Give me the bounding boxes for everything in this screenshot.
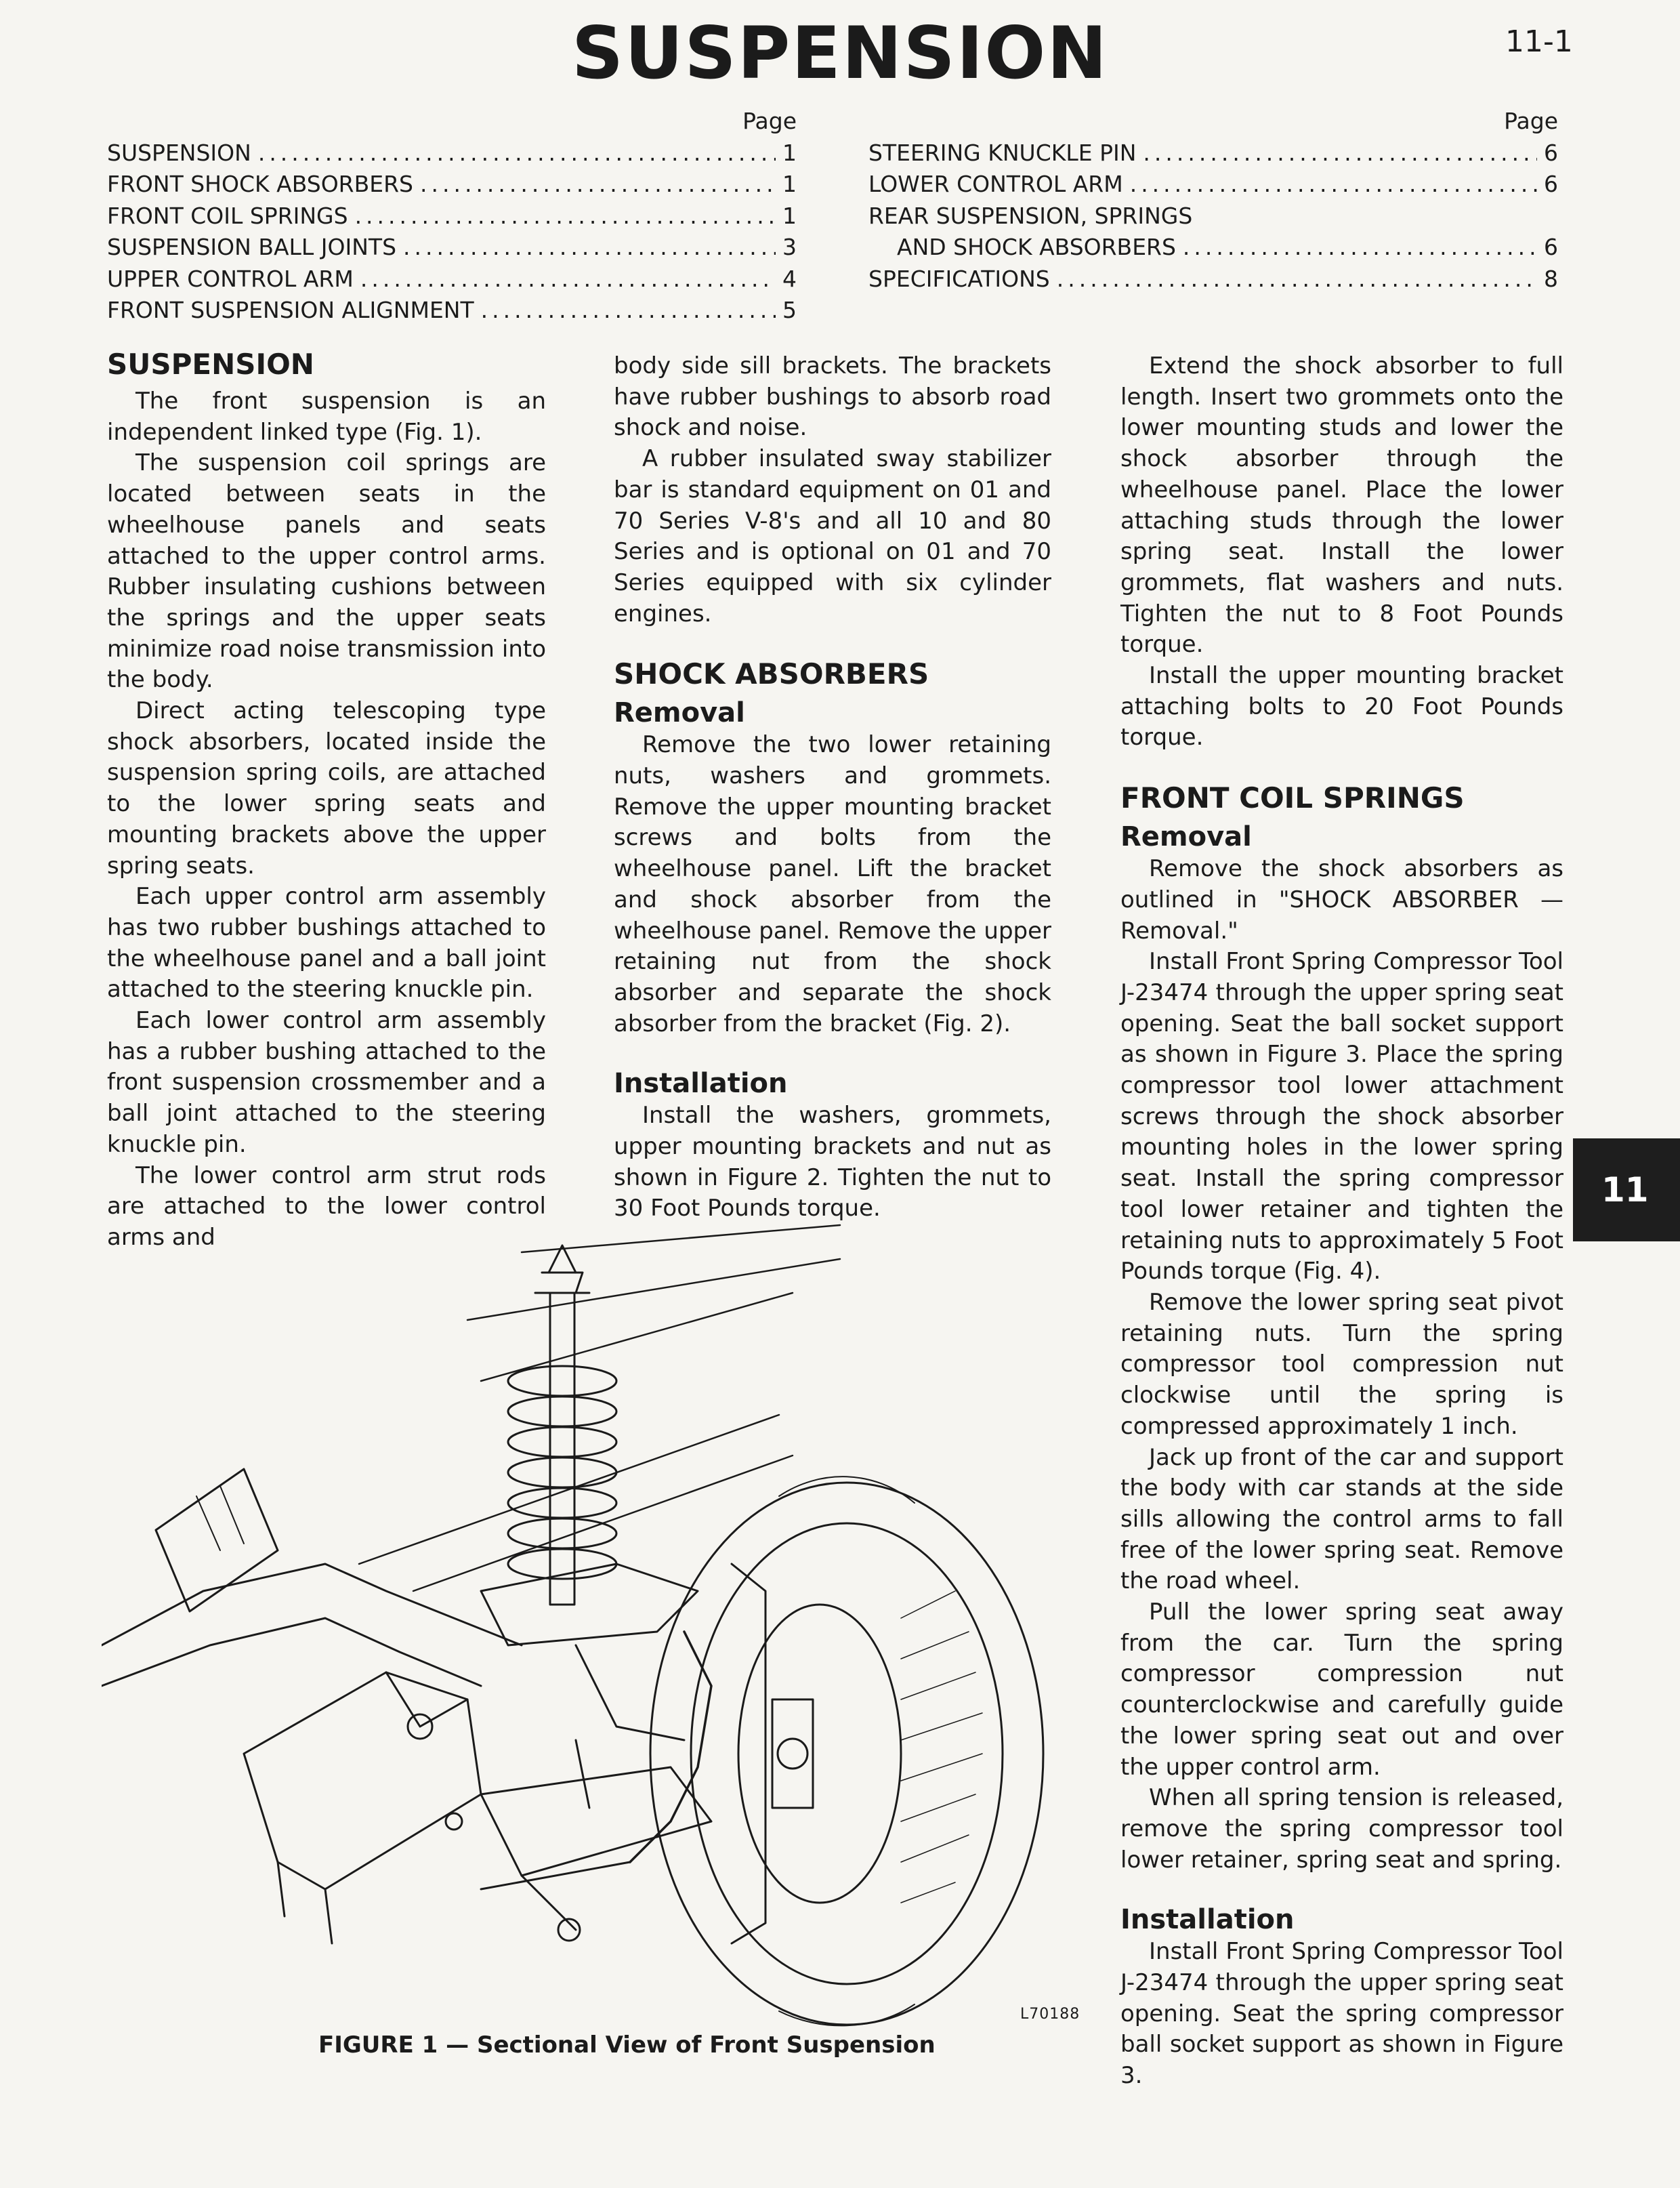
- toc-label: STEERING KNUCKLE PIN: [868, 139, 1137, 166]
- subheading-removal: Removal: [1120, 821, 1252, 853]
- paragraph: Remove the lower spring seat pivot retaining nuts. Turn the spring compressor tool compression nut clockwise until the spring is compressed approximately 1 inch.: [1120, 1288, 1563, 1440]
- section-tab: 11: [1573, 1138, 1680, 1241]
- page-title: SUSPENSION: [571, 12, 1109, 95]
- toc-page: 3: [782, 234, 797, 260]
- toc-page: 6: [1544, 139, 1558, 166]
- toc-page-header: Page: [1504, 108, 1558, 134]
- toc-page: 1: [782, 139, 797, 166]
- paragraph: Extend the shock absorber to full length. Insert two grommets onto the lower mounting studs and lower the shock absorber through the wheelhouse panel. Place the lower attaching studs through the lower spring seat. Install the lower grommets, flat washers and nuts. Tighten the nut to 8 Foot Pounds torque.: [1120, 352, 1563, 659]
- page-number: 11-1: [1505, 24, 1573, 59]
- paragraph: Direct acting telescoping type shock absorbers, located inside the suspension spring coils, are attached to the lower spring seats and mounting brackets above the upper spring seats.: [107, 697, 546, 880]
- paragraph: Install Front Spring Compressor Tool J-23474 through the upper spring seat opening. Seat the spring compressor ball socket support as shown in Figure 3.: [1120, 1938, 1563, 2090]
- toc-label: REAR SUSPENSION, SPRINGS: [868, 202, 1193, 229]
- toc-leader: [360, 264, 776, 295]
- column-2: [614, 351, 1051, 1224]
- toc-label: FRONT SUSPENSION ALIGNMENT: [107, 297, 474, 323]
- toc-entry: [107, 169, 797, 201]
- paragraph: A rubber insulated sway stabilizer bar is standard equipment on 01 and 70 Series V-8's and all 10 and 80 Series and is optional on 01 and 70 Series equipped with six cylinder engines.: [614, 445, 1051, 627]
- figure-caption: FIGURE 1 — Sectional View of Front Suspension: [318, 2031, 936, 2059]
- subheading-installation: Installation: [1120, 1904, 1295, 1936]
- paragraph: Jack up front of the car and support the body with car stands at the side sills allowing the control arms to fall free of the lower spring seat. Remove the road wheel.: [1120, 1443, 1563, 1595]
- toc-label: FRONT COIL SPRINGS: [107, 202, 348, 229]
- toc-label: SUSPENSION: [107, 139, 251, 166]
- toc-page: 5: [782, 297, 797, 323]
- toc-leader: [1130, 169, 1537, 201]
- toc-page: 6: [1544, 171, 1558, 197]
- toc-leader: [1183, 232, 1537, 264]
- toc-entry: [868, 232, 1558, 264]
- toc-label: AND SHOCK ABSORBERS: [897, 234, 1176, 260]
- paragraph: Remove the two lower retaining nuts, washers and grommets. Remove the upper mounting bracket screws and bolts from the wheelhouse panel. Lift the bracket and shock absorber from the wheelhouse panel. Remove the upper retaining nut from the shock absorber and separate the shock absorber from the bracket (Fig. 2).: [614, 731, 1051, 1037]
- toc-entry: [868, 138, 1558, 169]
- toc-entry: [868, 264, 1558, 295]
- toc-entry: [107, 201, 797, 232]
- paragraph: Install the upper mounting bracket attaching bolts to 20 Foot Pounds torque.: [1120, 662, 1563, 751]
- toc-leader: [258, 138, 776, 169]
- toc-label: UPPER CONTROL ARM: [107, 265, 354, 292]
- toc-entry: [107, 264, 797, 295]
- toc-label: LOWER CONTROL ARM: [868, 171, 1123, 197]
- toc-leader: [420, 169, 776, 201]
- paragraph: Pull the lower spring seat away from the car. Turn the spring compressor compression nut counterclockwise and carefully guide the lower spring seat out and over the upper control arm.: [1120, 1598, 1563, 1781]
- toc-label: SPECIFICATIONS: [868, 265, 1050, 292]
- paragraph: body side sill brackets. The brackets have rubber bushings to absorb road shock and noise.: [614, 352, 1051, 442]
- toc-left: [107, 106, 797, 327]
- paragraph: Install Front Spring Compressor Tool J-23474 through the upper spring seat opening. Seat the ball socket support as shown in Figure 3. Place the spring compressor tool lower attachment screws through the shock absorber mounting holes in the lower spring seat. Install the spring compressor tool lower retainer and tighten the retaining nuts to approximately 5 Foot Pounds torque (Fig. 4).: [1120, 948, 1563, 1285]
- paragraph: Remove the shock absorbers as outlined in "SHOCK ABSORBER — Removal.": [1120, 855, 1563, 945]
- toc-page: 6: [1544, 234, 1558, 260]
- toc-entry: [107, 232, 797, 264]
- column-3: [1120, 351, 1563, 2092]
- toc-entry: [107, 138, 797, 169]
- toc-right: [868, 106, 1558, 295]
- figure-code: L70188: [1020, 2006, 1080, 2023]
- toc-page: 8: [1544, 265, 1558, 292]
- paragraph: The lower control arm strut rods are attached to the lower control arms and: [107, 1161, 546, 1251]
- toc-page: 1: [782, 202, 797, 229]
- toc-label: SUSPENSION BALL JOINTS: [107, 234, 397, 260]
- toc-entry: [868, 201, 1558, 232]
- toc-leader: [355, 201, 776, 232]
- section-heading-shock-absorbers: SHOCK ABSORBERS: [614, 657, 929, 691]
- toc-page-header: Page: [742, 108, 797, 134]
- paragraph: The suspension coil springs are located between seats in the wheelhouse panels and seats attached to the upper control arms. Rubber insulating cushions between the springs and the upper seats minimize road noise transmission into the body.: [107, 449, 546, 694]
- paragraph: Each upper control arm assembly has two rubber bushings attached to the wheelhouse panel and a ball joint attached to the steering knuckle pin.: [107, 883, 546, 1004]
- paragraph: Each lower control arm assembly has a rubber bushing attached to the front suspension crossmember and a ball joint attached to the steering knuckle pin.: [107, 1007, 546, 1158]
- column-1: [107, 347, 546, 1254]
- toc-entry: [107, 295, 797, 327]
- toc-leader: [481, 295, 776, 327]
- toc-leader: [403, 232, 776, 264]
- paragraph: When all spring tension is released, remove the spring compressor tool lower retainer, spring seat and spring.: [1120, 1784, 1563, 1874]
- toc-leader: [1057, 264, 1537, 295]
- toc-leader: [1143, 138, 1537, 169]
- paragraph: Install the washers, grommets, upper mounting brackets and nut as shown in Figure 2. Tighten the nut to 30 Foot Pounds torque.: [614, 1102, 1051, 1222]
- toc-page: 1: [782, 171, 797, 197]
- section-heading-suspension: SUSPENSION: [107, 348, 314, 381]
- subheading-installation: Installation: [614, 1068, 788, 1100]
- toc-label: FRONT SHOCK ABSORBERS: [107, 171, 413, 197]
- section-heading-front-coil-springs: FRONT COIL SPRINGS: [1120, 781, 1465, 815]
- toc-page: 4: [782, 265, 797, 292]
- paragraph: The front suspension is an independent linked type (Fig. 1).: [107, 388, 546, 446]
- subheading-removal: Removal: [614, 697, 745, 729]
- front-suspension-illustration: [102, 1212, 1084, 2031]
- toc-entry: [868, 169, 1558, 201]
